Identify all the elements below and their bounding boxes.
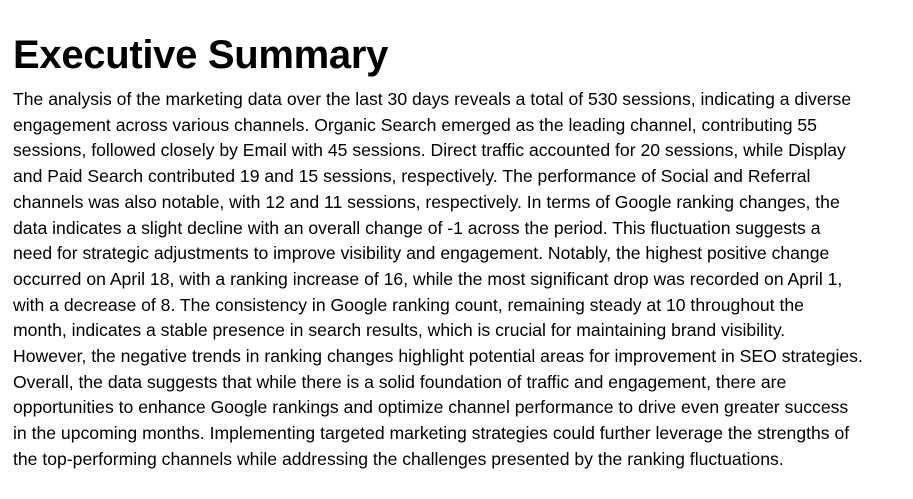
paragraph-line: channels was also notable, with 12 and 11 sessions, respectively. In terms of Google ranking changes, the — [13, 191, 840, 212]
paragraph-line: the top-performing channels while addressing the challenges presented by the ranking fluctuations. — [13, 448, 784, 469]
paragraph-line: However, the negative trends in ranking changes highlight potential areas for improvement in SEO strategies. — [13, 346, 863, 367]
paragraph-line: The analysis of the marketing data over the last 30 days reveals a total of 530 sessions, indicating a diverse — [13, 89, 852, 109]
paragraph-line: in the upcoming months. Implementing targeted marketing strategies could further leverage the strengths of — [13, 423, 850, 444]
paragraph-line: with a decrease of 8. The consistency in Google ranking count, remaining steady at 10 throughout the — [13, 294, 804, 315]
paragraph-line: opportunities to enhance Google rankings and optimize channel performance to drive even greater success — [13, 397, 849, 418]
paragraph-line: and Paid Search contributed 19 and 15 sessions, respectively. The performance of Social and Referral — [13, 166, 811, 187]
paragraph-line: Overall, the data suggests that while there is a solid foundation of traffic and engagement, there are — [13, 371, 787, 392]
paragraph-line: occurred on April 18, with a ranking increase of 16, while the most significant drop was recorded on April 1, — [13, 268, 843, 289]
page-title: Executive Summary — [13, 33, 389, 77]
paragraph-line: data indicates a slight decline with an overall change of -1 across the period. This fluctuation suggests a — [13, 217, 821, 238]
paragraph-line: month, indicates a stable presence in search results, which is crucial for maintaining brand visibility. — [13, 320, 786, 341]
paragraph-line: need for strategic adjustments to improve visibility and engagement. Notably, the highest positive change — [13, 243, 830, 264]
summary-paragraph — [13, 87, 913, 473]
paragraph-line: engagement across various channels. Organic Search emerged as the leading channel, contributing 55 — [13, 114, 817, 135]
paragraph-line: sessions, followed closely by Email with 45 sessions. Direct traffic accounted for 20 sessions, while Display — [13, 140, 846, 161]
